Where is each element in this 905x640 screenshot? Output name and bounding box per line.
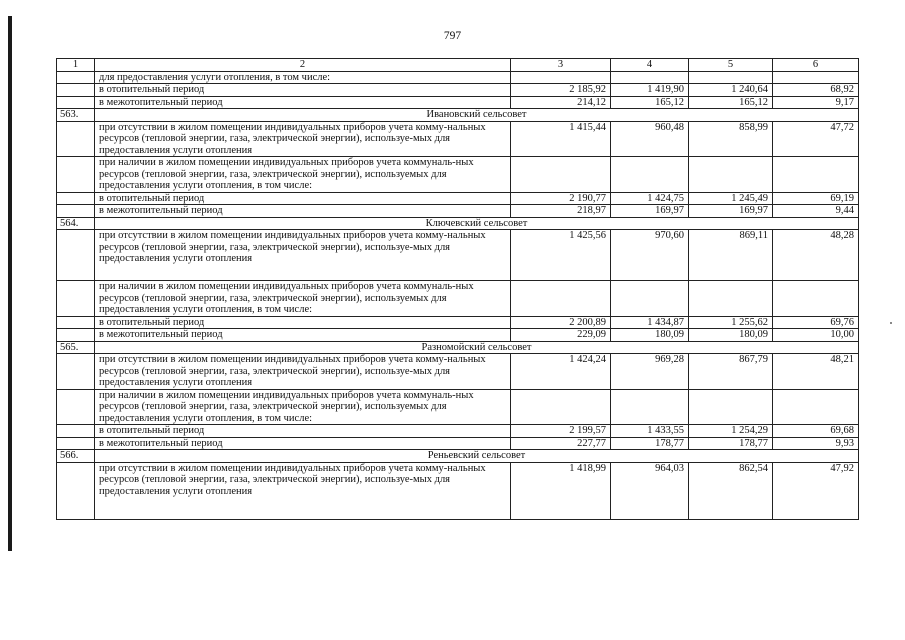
header-row bbox=[57, 59, 859, 72]
row-description: в отопительный период bbox=[95, 425, 511, 438]
header-cell-col-5: 5 bbox=[689, 59, 773, 72]
value-cell-col-6: 47,72 bbox=[773, 121, 859, 157]
value-cell-col-4 bbox=[611, 71, 689, 84]
value-cell-col-3 bbox=[511, 281, 611, 317]
table-row bbox=[57, 192, 859, 205]
value-cell-col-5: 1 240,64 bbox=[689, 84, 773, 97]
row-description: в отопительный период bbox=[95, 316, 511, 329]
row-description: в межотопительный период bbox=[95, 96, 511, 109]
value-cell-col-6: 9,93 bbox=[773, 437, 859, 450]
value-cell-col-4: 180,09 bbox=[611, 329, 689, 342]
row-description: при отсутствии в жилом помещении индивидуальных приборов учета комму-нальных ресурсов (тепловой энергии, газа, электрической энергии), используе-мых для предоставления услуги отопления bbox=[95, 462, 511, 519]
scan-speck bbox=[890, 322, 892, 324]
value-cell-col-3: 1 425,56 bbox=[511, 230, 611, 281]
row-index-empty bbox=[57, 437, 95, 450]
value-cell-col-3: 2 185,92 bbox=[511, 84, 611, 97]
table-row bbox=[57, 329, 859, 342]
value-cell-col-4: 969,28 bbox=[611, 354, 689, 390]
row-index-empty bbox=[57, 354, 95, 390]
value-cell-col-4: 178,77 bbox=[611, 437, 689, 450]
table-row bbox=[57, 157, 859, 193]
header-cell-col-6: 6 bbox=[773, 59, 859, 72]
value-cell-col-6: 48,21 bbox=[773, 354, 859, 390]
value-cell-col-4: 165,12 bbox=[611, 96, 689, 109]
row-index-empty bbox=[57, 425, 95, 438]
value-cell-col-4: 1 434,87 bbox=[611, 316, 689, 329]
value-cell-col-6: 48,28 bbox=[773, 230, 859, 281]
section-title: Ивановский сельсовет bbox=[95, 109, 859, 122]
row-description: при наличии в жилом помещении индивидуальных приборов учета коммуналь-ных ресурсов (тепловой энергии, газа, электрической энергии), используемых для предоставления услуги отопления, в том числе: bbox=[95, 389, 511, 425]
value-cell-col-6 bbox=[773, 281, 859, 317]
value-cell-col-6: 69,68 bbox=[773, 425, 859, 438]
value-cell-col-6: 69,76 bbox=[773, 316, 859, 329]
value-cell-col-6: 47,92 bbox=[773, 462, 859, 519]
value-cell-col-6 bbox=[773, 157, 859, 193]
value-cell-col-6: 69,19 bbox=[773, 192, 859, 205]
row-description: при отсутствии в жилом помещении индивидуальных приборов учета комму-нальных ресурсов (тепловой энергии, газа, электрической энергии), используе-мых для предоставления услуги отопления bbox=[95, 121, 511, 157]
row-index: 565. bbox=[57, 341, 95, 354]
value-cell-col-5: 858,99 bbox=[689, 121, 773, 157]
table-row bbox=[57, 316, 859, 329]
value-cell-col-5: 862,54 bbox=[689, 462, 773, 519]
value-cell-col-5: 867,79 bbox=[689, 354, 773, 390]
header-cell-col-2: 2 bbox=[95, 59, 511, 72]
section-title: Разномойский сельсовет bbox=[95, 341, 859, 354]
section-title: Реньевский сельсовет bbox=[95, 450, 859, 463]
section-header-row bbox=[57, 450, 859, 463]
table-row bbox=[57, 425, 859, 438]
value-cell-col-5: 178,77 bbox=[689, 437, 773, 450]
table-row bbox=[57, 121, 859, 157]
value-cell-col-5 bbox=[689, 281, 773, 317]
row-description: для предоставления услуги отопления, в том числе: bbox=[95, 71, 511, 84]
row-index: 564. bbox=[57, 217, 95, 230]
value-cell-col-4: 970,60 bbox=[611, 230, 689, 281]
row-description: в отопительный период bbox=[95, 84, 511, 97]
row-index-empty bbox=[57, 281, 95, 317]
value-cell-col-4: 1 419,90 bbox=[611, 84, 689, 97]
row-index-empty bbox=[57, 205, 95, 218]
row-index-empty bbox=[57, 230, 95, 281]
value-cell-col-3: 2 199,57 bbox=[511, 425, 611, 438]
value-cell-col-5: 180,09 bbox=[689, 329, 773, 342]
value-cell-col-5: 1 254,29 bbox=[689, 425, 773, 438]
value-cell-col-5: 1 255,62 bbox=[689, 316, 773, 329]
row-index-empty bbox=[57, 329, 95, 342]
page-edge-shadow bbox=[8, 16, 12, 551]
table-row bbox=[57, 437, 859, 450]
row-description: при отсутствии в жилом помещении индивидуальных приборов учета комму-нальных ресурсов (тепловой энергии, газа, электрической энергии), используе-мых для предоставления услуги отопления bbox=[95, 354, 511, 390]
row-description: в межотопительный период bbox=[95, 205, 511, 218]
value-cell-col-4: 1 433,55 bbox=[611, 425, 689, 438]
value-cell-col-6 bbox=[773, 389, 859, 425]
value-cell-col-3: 1 424,24 bbox=[511, 354, 611, 390]
row-index-empty bbox=[57, 157, 95, 193]
value-cell-col-4: 960,48 bbox=[611, 121, 689, 157]
value-cell-col-4: 169,97 bbox=[611, 205, 689, 218]
table-row bbox=[57, 230, 859, 281]
value-cell-col-4 bbox=[611, 157, 689, 193]
table-row bbox=[57, 71, 859, 84]
value-cell-col-5: 165,12 bbox=[689, 96, 773, 109]
value-cell-col-4: 1 424,75 bbox=[611, 192, 689, 205]
value-cell-col-3: 227,77 bbox=[511, 437, 611, 450]
table-row bbox=[57, 84, 859, 97]
row-index-empty bbox=[57, 462, 95, 519]
section-header-row bbox=[57, 109, 859, 122]
row-description: при наличии в жилом помещении индивидуальных приборов учета коммуналь-ных ресурсов (тепловой энергии, газа, электрической энергии), используемых для предоставления услуги отопления, в том числе: bbox=[95, 157, 511, 193]
section-header-row bbox=[57, 217, 859, 230]
row-description: при отсутствии в жилом помещении индивидуальных приборов учета комму-нальных ресурсов (тепловой энергии, газа, электрической энергии), используе-мых для предоставления услуги отопления bbox=[95, 230, 511, 281]
value-cell-col-3: 214,12 bbox=[511, 96, 611, 109]
table-row bbox=[57, 281, 859, 317]
row-index-empty bbox=[57, 84, 95, 97]
value-cell-col-5 bbox=[689, 71, 773, 84]
table-row bbox=[57, 205, 859, 218]
row-index-empty bbox=[57, 96, 95, 109]
row-index-empty bbox=[57, 192, 95, 205]
row-description: в межотопительный период bbox=[95, 437, 511, 450]
row-index-empty bbox=[57, 389, 95, 425]
table-body bbox=[57, 59, 859, 520]
row-description: в отопительный период bbox=[95, 192, 511, 205]
value-cell-col-3 bbox=[511, 71, 611, 84]
row-index-empty bbox=[57, 71, 95, 84]
row-description: при наличии в жилом помещении индивидуальных приборов учета коммуналь-ных ресурсов (тепловой энергии, газа, электрической энергии), используемых для предоставления услуги отопления, в том числе: bbox=[95, 281, 511, 317]
value-cell-col-4: 964,03 bbox=[611, 462, 689, 519]
value-cell-col-3: 2 200,89 bbox=[511, 316, 611, 329]
value-cell-col-5: 1 245,49 bbox=[689, 192, 773, 205]
header-cell-col-3: 3 bbox=[511, 59, 611, 72]
value-cell-col-6: 10,00 bbox=[773, 329, 859, 342]
section-title: Ключевский сельсовет bbox=[95, 217, 859, 230]
value-cell-col-3: 2 190,77 bbox=[511, 192, 611, 205]
row-index-empty bbox=[57, 121, 95, 157]
table-row bbox=[57, 389, 859, 425]
row-index-empty bbox=[57, 316, 95, 329]
tariff-table bbox=[56, 58, 859, 520]
table-row bbox=[57, 96, 859, 109]
row-description: в межотопительный период bbox=[95, 329, 511, 342]
value-cell-col-3: 1 418,99 bbox=[511, 462, 611, 519]
value-cell-col-6: 68,92 bbox=[773, 84, 859, 97]
header-cell-col-1: 1 bbox=[57, 59, 95, 72]
row-index: 563. bbox=[57, 109, 95, 122]
section-header-row bbox=[57, 341, 859, 354]
value-cell-col-3: 1 415,44 bbox=[511, 121, 611, 157]
value-cell-col-6 bbox=[773, 71, 859, 84]
value-cell-col-5: 169,97 bbox=[689, 205, 773, 218]
row-index: 566. bbox=[57, 450, 95, 463]
value-cell-col-3 bbox=[511, 157, 611, 193]
value-cell-col-4 bbox=[611, 389, 689, 425]
table-row bbox=[57, 462, 859, 519]
value-cell-col-6: 9,17 bbox=[773, 96, 859, 109]
value-cell-col-3 bbox=[511, 389, 611, 425]
header-cell-col-4: 4 bbox=[611, 59, 689, 72]
value-cell-col-5 bbox=[689, 157, 773, 193]
value-cell-col-3: 218,97 bbox=[511, 205, 611, 218]
value-cell-col-4 bbox=[611, 281, 689, 317]
page-number: 797 bbox=[443, 30, 462, 42]
table-row bbox=[57, 354, 859, 390]
value-cell-col-3: 229,09 bbox=[511, 329, 611, 342]
value-cell-col-6: 9,44 bbox=[773, 205, 859, 218]
value-cell-col-5 bbox=[689, 389, 773, 425]
value-cell-col-5: 869,11 bbox=[689, 230, 773, 281]
